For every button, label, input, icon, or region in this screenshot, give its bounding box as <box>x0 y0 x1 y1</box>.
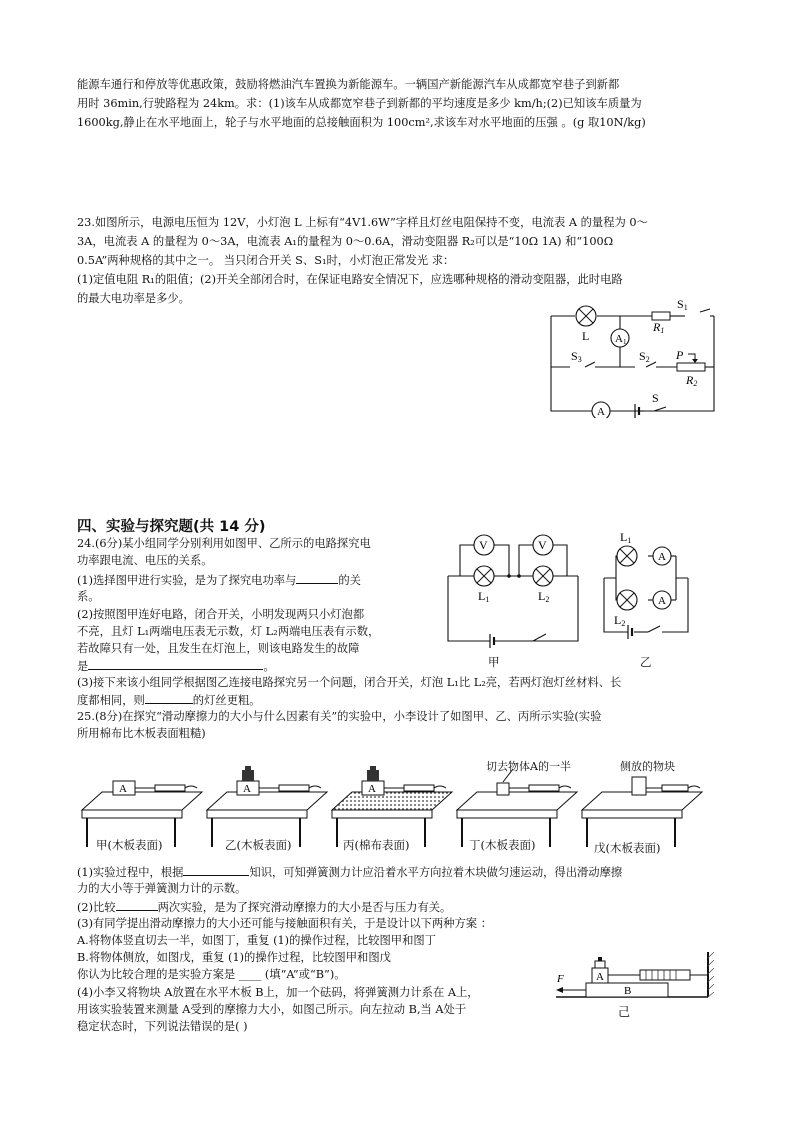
section-title: 四、实验与探究题(共 14 分) <box>77 519 266 535</box>
q23-circuit-diagram <box>540 296 725 418</box>
label-S1: S1 <box>677 297 688 312</box>
q25-q4-line-3: 稳定状态时，下列说法错误的是( ) <box>77 1020 248 1033</box>
figure-ji-apparatus <box>548 950 718 1022</box>
caption-wu: 戊(木板表面) <box>594 841 661 855</box>
figure-ji-caption: 己 <box>618 1005 631 1019</box>
q24-line-10: 度都相同，则 的灯丝更粗。 <box>77 690 261 711</box>
figure-jia-caption: 甲 <box>488 655 500 669</box>
lamp-L-icon <box>576 306 596 326</box>
block-A-label: A <box>243 783 251 795</box>
q22-line-3: 1600kg,静止在水平地面上，轮子与水平地面的总接触面积为 100cm²,求该车对水平地面的压强 。(g 取10N/kg) <box>77 116 646 129</box>
q25-q4-line-1: (4)小李又将物块 A放置在水平木板 B上，加一个砝码，将弹簧测力计系在 A上， <box>77 986 479 999</box>
label-A: A <box>597 406 605 418</box>
label-L1: L1 <box>478 589 490 604</box>
label-F: F <box>557 973 564 985</box>
q23-line-4: (1)定值电阻 R₁的阻值；(2)开关全部闭合时，在保证电路安全情况下，应选哪种规格的滑动变阻器，此时电路 <box>77 273 623 286</box>
q24-line-2: 功率跟电流、电压的关系。 <box>77 554 213 567</box>
caption-ding: 丁(木板表面) <box>469 838 536 852</box>
q24-line-5: (2)按照图甲连好电路，闭合开关，小明发现两只小灯泡都 <box>77 608 365 621</box>
answer-blank[interactable] <box>145 690 193 704</box>
block-A-label: A <box>119 783 127 795</box>
note-wu: 侧放的物块 <box>620 760 675 773</box>
q23-line-2: 3A，电流表 A 的量程为 0～3A，电流表 A₁的量程为 0～0.6A，滑动变阻器 R₂可以是“10Ω 1A) 和“100Ω <box>77 235 614 248</box>
label-S2: S2 <box>639 349 650 364</box>
q25-line-1: 25.(8分)在探究“滑动摩擦力的大小与什么因素有关”的实验中，小李设计了如图甲、乙、丙所示实验(实验 <box>77 710 602 723</box>
lamp-L2-icon <box>617 590 637 610</box>
lamp-L2-icon <box>533 566 553 586</box>
q25-q3-question: 你认为比较合理的是实验方案是 ____ (填“A”或“B”)。 <box>77 968 346 981</box>
answer-blank[interactable] <box>116 897 158 911</box>
label-A1: A1 <box>615 333 627 346</box>
q25-q3-option-b: B.将物体侧放，如图戊，重复 (1)的操作过程，比较图甲和图戊 <box>77 951 391 964</box>
figure-jia-circuit <box>438 528 588 668</box>
lamp-L1-icon <box>474 566 494 586</box>
setup-bing <box>332 766 452 847</box>
q24-line-3: (1)选择图甲进行实验，是为了探究电功率与 的关 <box>77 570 361 591</box>
caption-bing: 丙(棉布表面) <box>343 838 410 852</box>
q24-line-6: 不亮，且灯 L₁两端电压表无示数，灯 L₂两端电压表有示数， <box>77 625 380 638</box>
label-A1: A <box>658 551 666 563</box>
label-A: A <box>596 971 604 983</box>
q24-line-7: 若故障只有一处，且发生在灯泡上，则该电路发生的故障 <box>77 642 360 655</box>
label-V1: V <box>479 538 488 552</box>
caption-jia: 甲(木板表面) <box>96 838 163 852</box>
q25-q1-line-1: (1)实验过程中，根据 知识，可知弹簧测力计应沿着水平方向拉着木块做匀速运动，得出滑动摩擦 <box>77 862 622 883</box>
answer-blank[interactable] <box>88 656 263 670</box>
q23-line-1: 23.如图所示，电源电压恒为 12V，小灯泡 L 上标有“4V1.6W”字样且灯丝电阻保持不变，电流表 A 的量程为 0～ <box>77 216 648 229</box>
q24-line-4: 系。 <box>77 590 100 603</box>
label-S3: S3 <box>571 349 582 364</box>
setup-ding <box>457 769 577 847</box>
label-L1: L1 <box>620 530 632 545</box>
label-L2: L2 <box>538 589 550 604</box>
q25-q4-line-2: 用该实验装置来测量 A受到的摩擦力大小，如图己所示。向左拉动 B,当 A处于 <box>77 1003 467 1016</box>
spring-scale <box>640 970 690 980</box>
label-L: L <box>582 329 590 343</box>
q24-line-9: (3)接下来该小组同学根据图乙连接电路探究另一个问题，闭合开关，灯泡 L₁比 L₂亮，若两灯泡灯丝材料、长 <box>77 676 622 689</box>
figure-yi-circuit <box>596 528 702 668</box>
answer-blank[interactable] <box>296 570 338 584</box>
q24-line-8: 是 。 <box>77 656 275 677</box>
label-P: P <box>676 348 684 362</box>
caption-yi: 乙(木板表面) <box>225 838 292 852</box>
q22-line-2: 用时 36min,行驶路程为 24km。求：(1)该车从成都宽窄巷子到新都的平均速度是多少 km/h;(2)已知该车质量为 <box>77 97 642 110</box>
q25-q3-option-a: A.将物体竖直切去一半，如图丁，重复 (1)的操作过程，比较图甲和图丁 <box>77 934 436 947</box>
q22-line-1: 能源车通行和停放等优惠政策，鼓励将燃油汽车置换为新能源车。一辆国产新能源汽车从成都宽窄巷子到新都 <box>77 78 620 91</box>
label-A2: A <box>658 595 666 607</box>
q25-q3: (3)有同学提出滑动摩擦力的大小还可能与接触面积有关，于是设计以下两种方案 ： <box>77 917 492 930</box>
label-R1: R1 <box>653 320 665 335</box>
label-V2: V <box>538 538 547 552</box>
note-ding: 切去物体A的一半 <box>486 760 571 773</box>
setup-yi <box>207 766 327 847</box>
label-B: B <box>624 985 632 997</box>
resistor-R1-icon <box>652 312 670 320</box>
rheostat-R2-icon <box>677 363 705 371</box>
label-R2: R2 <box>686 373 698 388</box>
setup-wu <box>582 777 702 847</box>
q25-q1-line-2: 力的大小等于弹簧测力计的示数。 <box>77 882 247 895</box>
q24-line-1: 24.(6分)某小组同学分别利用如图甲、乙所示的电路探究电 <box>77 537 371 550</box>
lamp-L1-icon <box>617 546 637 566</box>
q25-line-2: 所用棉布比木板表面粗糙) <box>77 727 206 740</box>
q23-line-5: 的最大电功率是多少。 <box>77 292 190 305</box>
block-A-label: A <box>368 783 376 795</box>
q23-line-3: 0.5A”两种规格的其中之一。 当只闭合开关 S、S₁时，小灯泡正常发光 求： <box>77 254 455 267</box>
answer-blank[interactable] <box>183 862 249 876</box>
label-L2: L2 <box>614 613 626 628</box>
figure-yi-caption: 乙 <box>640 655 652 669</box>
label-S: S <box>652 391 659 405</box>
q25-q2: (2)比较 两次实验，是为了探究滑动摩擦力的大小是否与压力有关。 <box>77 897 451 918</box>
